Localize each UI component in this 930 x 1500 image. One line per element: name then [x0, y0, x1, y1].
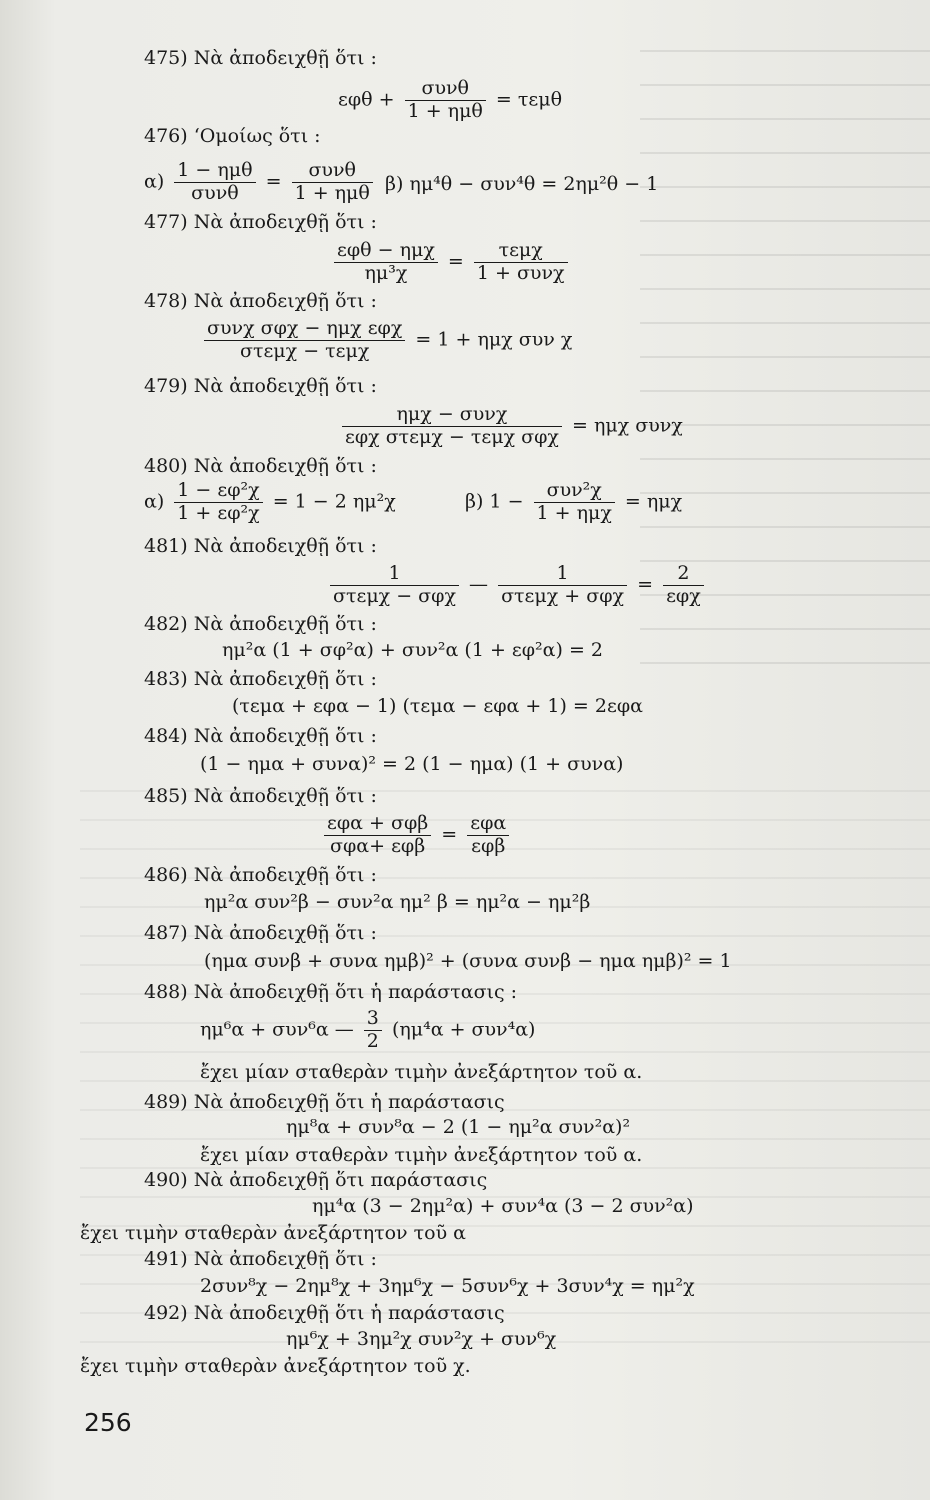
problem-476-equation-b: β) ημ⁴θ − συν⁴θ = 2ημ²θ − 1 [385, 173, 659, 195]
problem-480-equation-b: β) 1 − $\frac{\text{συν²χ}}{\text{1 + ημχ}}$ = ημχ [465, 479, 683, 524]
problem-484-label: 484) Νὰ ἀποδειχθῇ ὅτι : [144, 725, 377, 747]
problem-491-equation: 2συν⁸χ − 2ημ⁸χ + 3ημ⁶χ − 5συν⁶χ + 3συν⁴χ = ημ²χ [200, 1275, 695, 1297]
problem-492-label: 492) Νὰ ἀποδειχθῇ ὅτι ἡ παράστασις [144, 1302, 505, 1324]
problem-484-equation: (1 − ημα + συνα)² = 2 (1 − ημα) (1 + συνα) [200, 753, 624, 775]
problem-490-tail: ἔχει τιμὴν σταθερὰν ἀνεξάρτητον τοῦ α [80, 1222, 467, 1244]
fraction: $\frac{1}{\text{στεμχ − σφχ}}$ [330, 563, 459, 608]
problem-488-equation: ημ⁶α + συν⁶α — $\frac{3}{2}$ (ημ⁴α + συν⁴α) [200, 1007, 536, 1052]
fraction: $\frac{\text{τεμχ}}{\text{1 + συνχ}}$ [474, 240, 568, 285]
problem-478-label: 478) Νὰ ἀποδειχθῇ ὅτι : [144, 290, 377, 312]
fraction: $\frac{\text{ημχ − συνχ}}{\text{εφχ στεμχ − τεμχ σφχ}}$ [342, 404, 562, 449]
problem-492-equation: ημ⁶χ + 3ημ²χ συν²χ + συν⁶χ [286, 1328, 557, 1350]
problem-480-label: 480) Νὰ ἀποδειχθῇ ὅτι : [144, 455, 377, 477]
problem-475-equation: εφθ + $\frac{\text{συνθ}}{\text{1 + ημθ}}$ = τεμθ [338, 77, 563, 122]
problem-490-label: 490) Νὰ ἀποδειχθῇ ὅτι παράστασις [144, 1169, 488, 1191]
problem-489-tail: ἔχει μίαν σταθερὰν τιμὴν ἀνεξάρτητον τοῦ α. [200, 1144, 643, 1166]
problem-488-tail: ἔχει μίαν σταθερὰν τιμὴν ἀνεξάρτητον τοῦ α. [200, 1061, 643, 1083]
fraction: $\frac{\text{συνχ σφχ − ημχ εφχ}}{\text{στεμχ − τεμχ}}$ [204, 318, 405, 363]
problem-486-label: 486) Νὰ ἀποδειχθῇ ὅτι : [144, 864, 377, 886]
problem-477-equation: $\frac{\text{εφθ − ημχ}}{\text{ημ³χ}}$ = $\frac{\text{τεμχ}}{\text{1 + συνχ}}$ [330, 240, 572, 285]
page-number: 256 [84, 1408, 132, 1437]
fraction: $\frac{\text{συνθ}}{\text{1 + ημθ}}$ [292, 160, 373, 205]
problem-488-label: 488) Νὰ ἀποδειχθῇ ὅτι ἡ παράστασις : [144, 981, 518, 1003]
problem-479-label: 479) Νὰ ἀποδειχθῇ ὅτι : [144, 375, 377, 397]
problem-489-label: 489) Νὰ ἀποδειχθῇ ὅτι ἡ παράστασις [144, 1091, 505, 1113]
problem-476-equation-a: α) $\frac{\text{1 − ημθ}}{\text{συνθ}}$ = $\frac{\text{συνθ}}{\text{1 + ημθ}}$ [144, 160, 377, 205]
fraction: $\frac{\text{εφα}}{\text{εφβ}}$ [467, 813, 509, 858]
problem-483-label: 483) Νὰ ἀποδειχθῇ ὅτι : [144, 668, 377, 690]
problem-483-equation: (τεμα + εφα − 1) (τεμα − εφα + 1) = 2εφα [232, 695, 643, 717]
problem-489-equation: ημ⁸α + συν⁸α − 2 (1 − ημ²α συν²α)² [286, 1116, 631, 1138]
problem-475-label: 475) Νὰ ἀποδειχθῇ ὅτι : [144, 47, 377, 69]
problem-478-equation: $\frac{\text{συνχ σφχ − ημχ εφχ}}{\text{στεμχ − τεμχ}}$ = 1 + ημχ συν χ [200, 318, 572, 363]
problem-485-label: 485) Νὰ ἀποδειχθῇ ὅτι : [144, 785, 377, 807]
fraction: $\frac{2}{\text{εφχ}}$ [663, 563, 704, 608]
problem-481-equation: $\frac{1}{\text{στεμχ − σφχ}}$ — $\frac{1}{\text{στεμχ + σφχ}}$ = $\frac{2}{\text{εφχ}}$ [326, 563, 708, 608]
fraction: $\frac{1}{\text{στεμχ + σφχ}}$ [498, 563, 627, 608]
problem-482-label: 482) Νὰ ἀποδειχθῇ ὅτι : [144, 613, 377, 635]
problem-485-equation: $\frac{\text{εφα + σφβ}}{\text{σφα+ εφβ}}$ = $\frac{\text{εφα}}{\text{εφβ}}$ [320, 813, 513, 858]
fraction: $\frac{\text{1 − εφ²χ}}{\text{1 + εφ²χ}}$ [174, 480, 262, 525]
problem-480-equation-a: α) $\frac{\text{1 − εφ²χ}}{\text{1 + εφ²χ}}$ = 1 − 2 ημ²χ [144, 479, 396, 524]
problem-487-label: 487) Νὰ ἀποδειχθῇ ὅτι : [144, 922, 377, 944]
fraction: $\frac{\text{εφθ − ημχ}}{\text{ημ³χ}}$ [334, 240, 438, 285]
fraction: $\frac{\text{1 − ημθ}}{\text{συνθ}}$ [174, 160, 255, 205]
problem-487-equation: (ημα συνβ + συνα ημβ)² + (συνα συνβ − ημα ημβ)² = 1 [204, 950, 732, 972]
problem-479-equation: $\frac{\text{ημχ − συνχ}}{\text{εφχ στεμχ − τεμχ σφχ}}$ = ημχ συνχ [338, 404, 683, 449]
problem-477-label: 477) Νὰ ἀποδειχθῇ ὅτι : [144, 211, 377, 233]
problem-492-tail: ἔχει τιμὴν σταθερὰν ἀνεξάρτητον τοῦ χ. [80, 1355, 471, 1377]
problem-482-equation: ημ²α (1 + σφ²α) + συν²α (1 + εφ²α) = 2 [222, 639, 604, 661]
fraction: $\frac{\text{συνθ}}{\text{1 + ημθ}}$ [405, 78, 486, 123]
fraction: $\frac{\text{εφα + σφβ}}{\text{σφα+ εφβ}}$ [324, 813, 431, 858]
problem-486-equation: ημ²α συν²β − συν²α ημ² β = ημ²α − ημ²β [204, 891, 591, 913]
problem-481-label: 481) Νὰ ἀποδειχθῇ ὅτι : [144, 535, 377, 557]
fraction: $\frac{\text{συν²χ}}{\text{1 + ημχ}}$ [534, 480, 615, 525]
problem-490-equation: ημ⁴α (3 − 2ημ²α) + συν⁴α (3 − 2 συν²α) [312, 1195, 694, 1217]
problem-476-label: 476) ‘Ομοίως ὅτι : [144, 125, 321, 147]
fraction: $\frac{3}{2}$ [364, 1008, 382, 1053]
problem-491-label: 491) Νὰ ἀποδειχθῇ ὅτι : [144, 1248, 377, 1270]
